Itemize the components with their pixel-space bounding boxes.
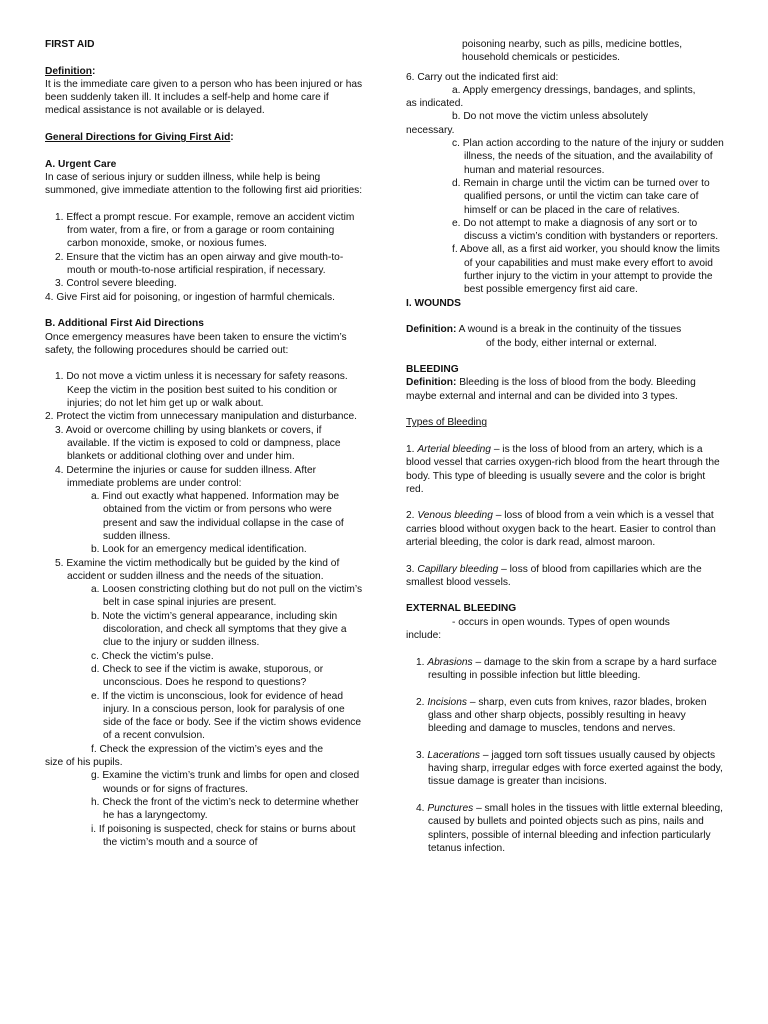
additional-item-5a: a. Loosen constricting clothing but do not pull on the victim’s belt in case spinal injuries are present. [91, 584, 363, 609]
bleeding-type-3-text: – loss of blood from capillaries which are the smallest blood vessels. [406, 563, 702, 588]
urgent-item-1: 1. Effect a prompt rescue. For example, remove an accident victim from water, from a fire, or from a garage or room containing carbon monoxide, smoke, or noxious fumes. [55, 211, 355, 250]
definition-text: It is the immediate care given to a person who has been injured or has been suddenly taken ill. It includes a self-help and home care if medical assistance is not available or is delayed. [45, 78, 363, 117]
open-wound-2-number: 2. [416, 696, 425, 708]
additional-item-5g: g. Examine the victim’s trunk and limbs for open and closed wounds or for signs of fractures. [91, 770, 360, 795]
additional-item-1: 1. Do not move a victim unless it is necessary for safety reasons. Keep the victim in the position best suited to his condition or injuries; do not let him get up or walk about. [55, 371, 348, 410]
wounds-heading: I. WOUNDS [406, 297, 461, 309]
additional-item-5f-rest: size of his pupils. [45, 757, 123, 769]
item-6b-rest: necessary. [406, 124, 455, 136]
additional-directions-heading: B. Additional First Aid Directions [45, 318, 204, 330]
general-directions-label: General Directions for Giving First Aid [45, 132, 231, 144]
wounds-definition [406, 323, 724, 336]
general-directions-colon: : [230, 132, 234, 144]
additional-directions-intro: Once emergency measures have been taken to ensure the victim’s safety, the following procedures should be carried out: [45, 331, 347, 356]
external-bleeding-heading: EXTERNAL BLEEDING [406, 603, 517, 615]
urgent-item-3: 3. Control severe bleeding. [55, 278, 177, 290]
general-directions-heading [45, 131, 363, 144]
types-of-bleeding-heading: Types of Bleeding [406, 417, 487, 429]
bleeding-type-2-number: 2. [406, 510, 415, 522]
definition-heading [45, 65, 363, 78]
definition-colon: : [91, 65, 96, 77]
bleeding-type-1-term: Arterial bleeding [417, 443, 491, 455]
open-wound-1-text: – damage to the skin from a scrape by a hard surface resulting in possible infection but little bleeding. [428, 656, 717, 681]
document-title: FIRST AID [45, 39, 95, 50]
item-6a-first: a. Apply emergency dressings, bandages, and splints, [452, 84, 696, 96]
urgent-item-2: 2. Ensure that the victim has an open airway and give mouth-to-mouth or mouth-to-nose artificial respiration, if necessary. [55, 251, 344, 277]
bleeding-type-3-number: 3. [406, 563, 415, 575]
open-wound-4 [406, 802, 724, 855]
additional-item-4b: b. Look for an emergency medical identification. [91, 544, 307, 556]
additional-item-5c: c. Check the victim’s pulse. [91, 650, 214, 662]
open-wound-1-number: 1. [416, 656, 425, 668]
additional-item-5i: i. If poisoning is suspected, check for stains or burns about the victim’s mouth and a source of [91, 823, 356, 848]
item-6c: c. Plan action according to the nature of the injury or sudden illness, the needs of the situation, and the availability of human and material resources. [452, 138, 724, 176]
wounds-definition-label: Definition: [406, 324, 457, 336]
additional-item-4a: a. Find out exactly what happened. Information may be obtained from the victim or from persons who were present and saw the individual collapse in the case of sudden illness. [91, 491, 344, 542]
open-wound-1 [406, 656, 724, 683]
bleeding-type-2-term: Venous bleeding [417, 510, 493, 522]
item-6b-first: b. Do not move the victim unless absolutely [452, 111, 648, 123]
definition-label: Definition [45, 65, 92, 77]
additional-item-3: 3. Avoid or overcome chilling by using blankets or covers, if available. If the victim is exposed to cold or dampness, place blankets or additional clothing over and under him. [55, 424, 341, 463]
additional-item-2: 2. Protect the victim from unnecessary manipulation and disturbance. [45, 411, 358, 423]
open-wound-2-text: – sharp, even cuts from knives, razor blades, broken glass and other sharp objects, possibly resulting in heavy bleeding and damage to muscles, tendons and nerves. [428, 696, 707, 735]
additional-item-5: 5. Examine the victim methodically but be guided by the kind of accident or sudden illness and the needs of the situation. [55, 557, 340, 582]
bleeding-type-1-number: 1. [406, 443, 415, 455]
open-wound-4-number: 4. [416, 802, 425, 814]
bleeding-type-2 [406, 509, 724, 549]
open-wound-3 [406, 749, 724, 789]
additional-item-5h: h. Check the front of the victim’s neck to determine whether he has a laryngectomy. [91, 796, 359, 822]
bleeding-type-3 [406, 563, 724, 590]
open-wound-3-term: Lacerations [427, 749, 481, 761]
left-column [45, 38, 363, 849]
urgent-item-4: 4. Give First aid for poisoning, or ingestion of harmful chemicals. [45, 291, 335, 303]
urgent-care-intro: In case of serious injury or sudden illness, while help is being summoned, give immediate attention to the following first aid priorities: [45, 171, 363, 197]
wounds-definition-rest: of the body, either internal or external. [486, 337, 657, 349]
additional-item-5f-first: f. Check the expression of the victim’s eyes and the [91, 743, 323, 755]
item-6a-rest: as indicated. [406, 98, 464, 110]
additional-item-5e: e. If the victim is unconscious, look for evidence of head injury. In a conscious person, look for paralysis of one side of the face or body. See if the victim shows evidence of a recent convulsion. [91, 690, 362, 742]
open-wound-2-term: Incisions [427, 696, 467, 708]
bleeding-type-3-term: Capillary bleeding [417, 563, 499, 575]
additional-item-5d: d. Check to see if the victim is awake, stuporous, or unconscious. Does he respond to questions? [91, 663, 324, 689]
open-wound-2 [406, 696, 724, 736]
open-wound-1-term: Abrasions [427, 656, 473, 668]
external-bleeding-intro-rest: include: [406, 630, 442, 642]
open-wound-3-number: 3. [416, 749, 425, 761]
bleeding-type-2-text: – loss of blood from a vein which is a vessel that carries blood without oxygen back to the heart. Easier to control than arterial bleeding, the color is dark read, almost maroon. [406, 510, 716, 548]
additional-item-4: 4. Determine the injuries or cause for sudden illness. After immediate problems are under control: [55, 464, 317, 489]
continuation-text: poisoning nearby, such as pills, medicine bottles, household chemicals or pesticides. [462, 39, 683, 64]
bleeding-definition-text: Bleeding is the loss of blood from the body. Bleeding maybe external and internal and can be divided into 3 types. [406, 377, 696, 402]
item-6f: f. Above all, as a first aid worker, you should know the limits of your capabilities and must make every effort to avoid further injury to the victim in your attempt to provide the best possible emergency first aid care. [452, 244, 720, 296]
open-wound-4-term: Punctures [427, 802, 474, 814]
bleeding-heading: BLEEDING [406, 364, 459, 376]
additional-item-5b: b. Note the victim’s general appearance, including skin discoloration, and check all symptoms that they give a clue to the injury or sudden illness. [91, 610, 347, 649]
open-wound-4-text: – small holes in the tissues with little external bleeding, caused by bullets and pointed objects such as pins, nails and splinters, possible of internal bleeding and infection particularly tetanus infection. [428, 802, 723, 854]
wounds-definition-first: A wound is a break in the continuity of the tissues [458, 324, 682, 336]
right-column [406, 38, 724, 855]
urgent-care-heading: A. Urgent Care [45, 158, 117, 170]
bleeding-type-1 [406, 443, 724, 496]
item-6d: d. Remain in charge until the victim can be turned over to qualified persons, or until the victim can take care of himself or can be placed in the care of relatives. [452, 177, 710, 216]
bleeding-definition-label: Definition: [406, 377, 457, 389]
bleeding-definition [406, 376, 724, 403]
external-bleeding-intro: - occurs in open wounds. Types of open wounds [452, 616, 670, 628]
item-6e: e. Do not attempt to make a diagnosis of any sort or to discuss a victim’s condition with bystanders or reporters. [452, 217, 719, 243]
item-6: 6. Carry out the indicated first aid: [406, 71, 559, 83]
bleeding-type-1-text: – is the loss of blood from an artery, which is a blood vessel that carries oxygen-rich blood from the heart through the body. This type of bleeding is usually severe and the color is bright red. [406, 443, 720, 495]
open-wound-3-text: – jagged torn soft tissues usually caused by objects having sharp, irregular edges with force exerted against the body, tissue damage is greater than incisions. [428, 749, 723, 788]
